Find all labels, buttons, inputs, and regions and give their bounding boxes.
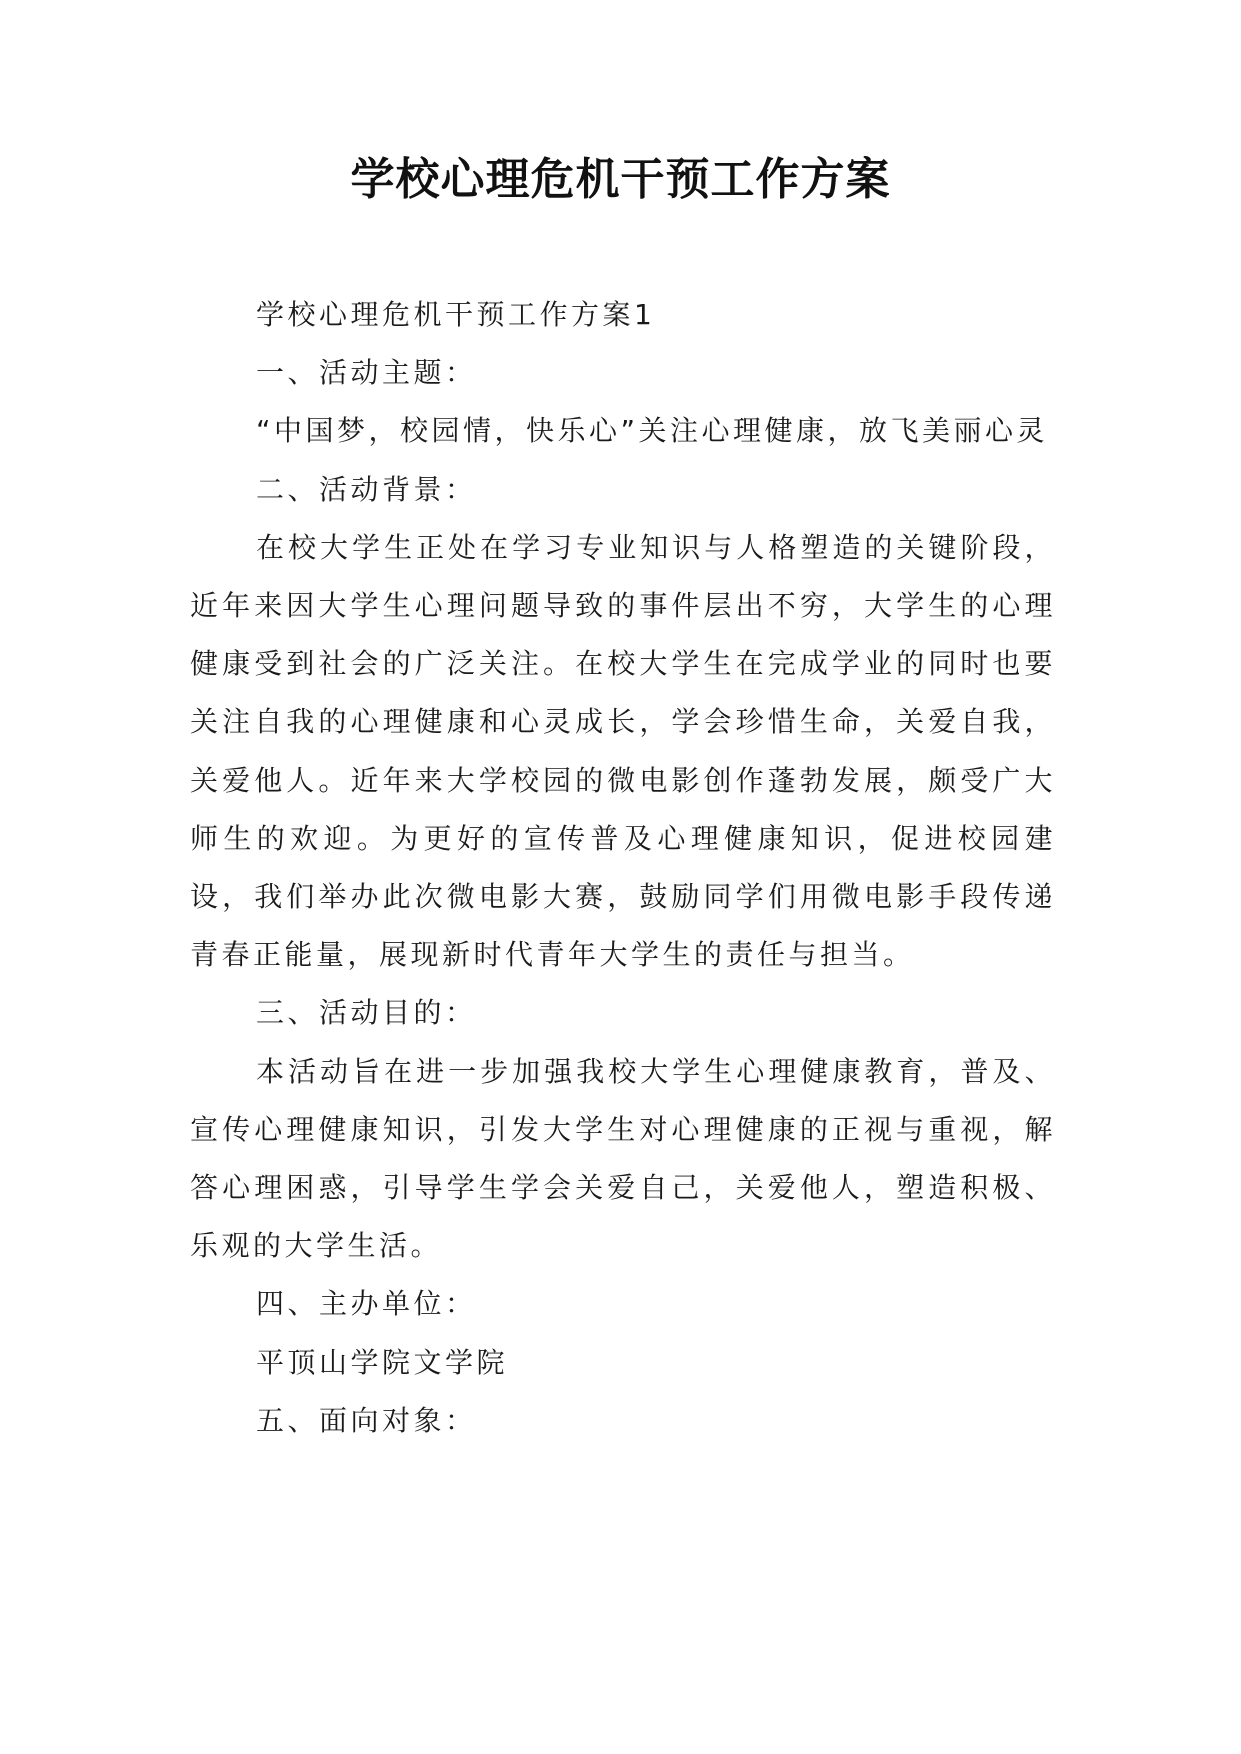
section-heading-organizer: 四、主办单位： — [256, 1287, 477, 1321]
paragraph-theme: “中国梦，校园情，快乐心”关注心理健康，放飞美丽心灵 — [256, 414, 1049, 448]
section-heading-purpose: 三、活动目的： — [256, 996, 477, 1030]
document-title: 学校心理危机干预工作方案 — [350, 154, 891, 205]
paragraph-organizer: 平顶山学院文学院 — [256, 1345, 509, 1379]
section-heading-background: 二、活动背景： — [256, 472, 477, 506]
section-heading-plan-1: 学校心理危机干预工作方案1 — [256, 298, 656, 331]
document-body — [190, 286, 1056, 1450]
section-heading-audience: 五、面向对象： — [256, 1403, 477, 1437]
paragraph-background: 在校大学生正处在学习专业知识与人格塑造的关键阶段，近年来因大学生心理问题导致的事件层出不穷，大学生的心理健康受到社会的广泛关注。在校大学生在完成学业的同时也要关注自我的心理健康和心灵成长，学会珍惜生命，关爱自我，关爱他人。近年来大学校园的微电影创作蓬勃发展，颇受广大师生的欢迎。为更好的宣传普及心理健康知识，促进校园建设，我们举办此次微电影大赛，鼓励同学们用微电影手段传递青春正能量，展现新时代青年大学生的责任与担当。 — [190, 530, 1056, 972]
paragraph-purpose: 本活动旨在进一步加强我校大学生心理健康教育，普及、宣传心理健康知识，引发大学生对心理健康的正视与重视，解答心理困惑，引导学生学会关爱自己，关爱他人，塑造积极、乐观的大学生活。 — [190, 1054, 1056, 1263]
section-heading-theme: 一、活动主题： — [256, 356, 477, 390]
